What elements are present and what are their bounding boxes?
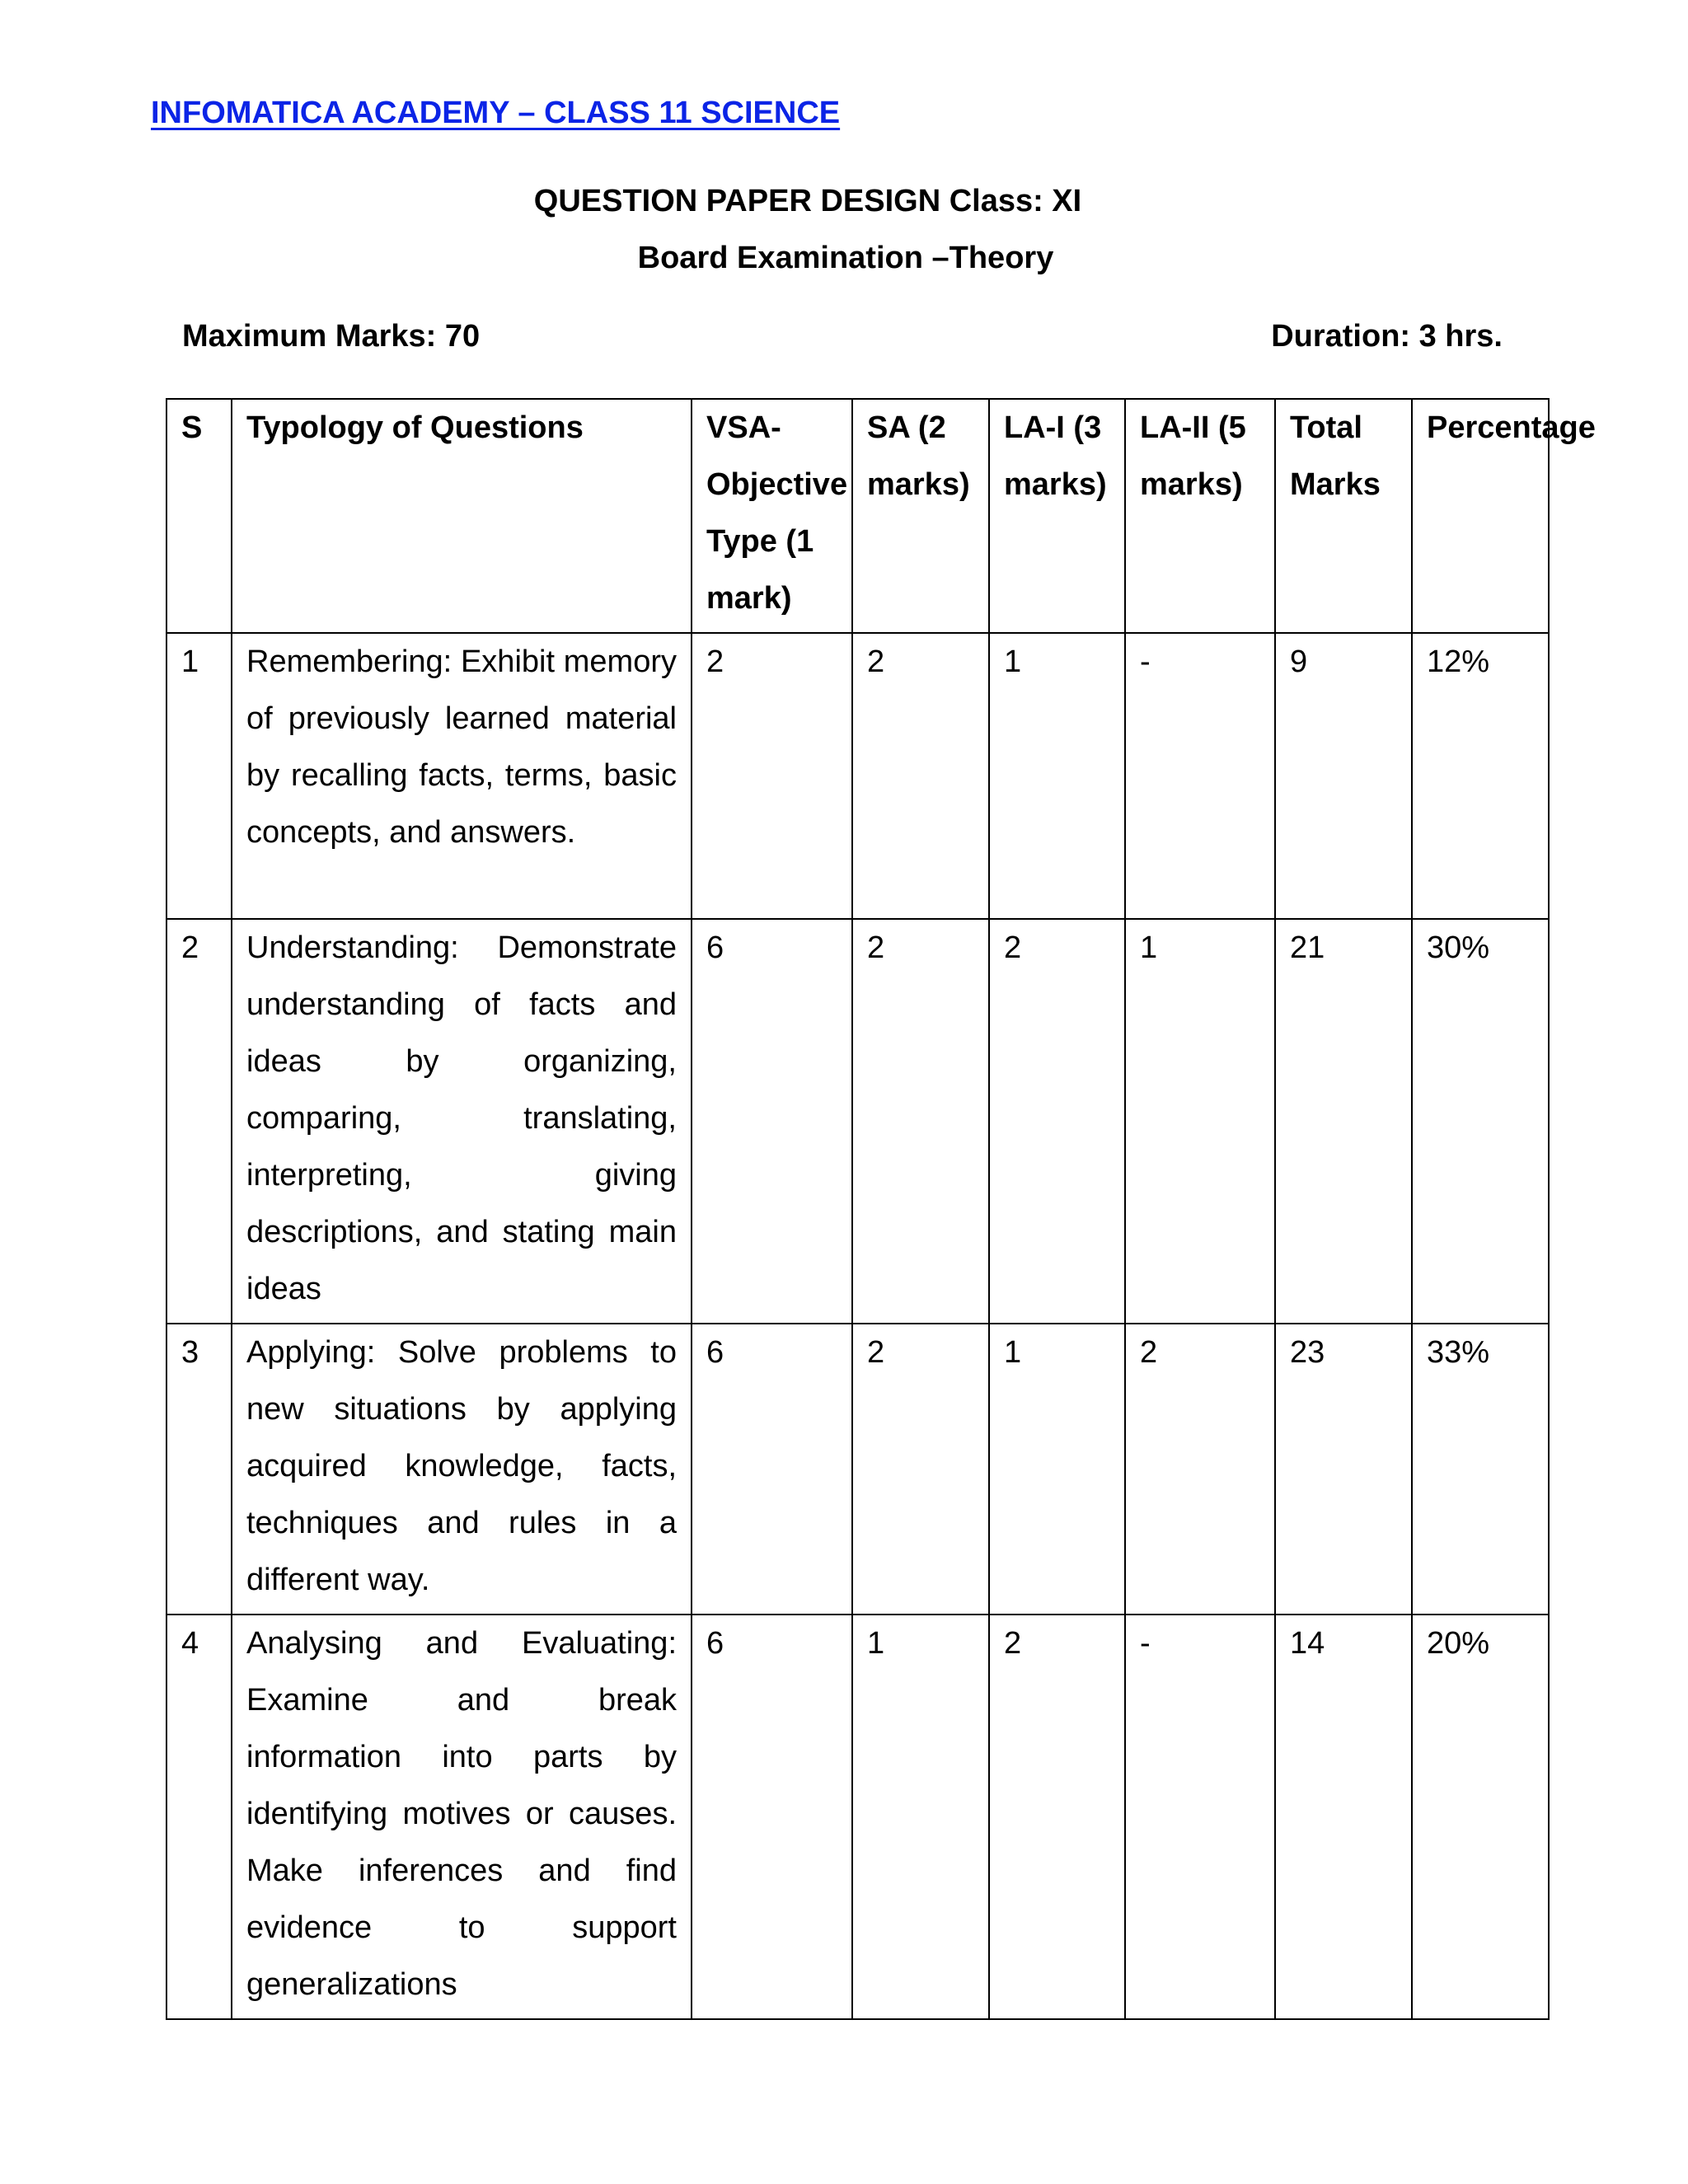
header-la1: LA-I (3 marks)	[989, 399, 1125, 633]
page-title: QUESTION PAPER DESIGN Class: XI	[533, 184, 1082, 218]
row-typology: Applying: Solve problems to new situations by applying acquired knowledge, facts, techniques and rules in a different way.	[232, 1324, 692, 1615]
header-la2: LA-II (5 marks)	[1125, 399, 1275, 633]
header-percentage: Percentage	[1412, 399, 1549, 633]
row-sa: 2	[852, 919, 989, 1324]
row-la2: -	[1125, 633, 1275, 919]
row-sa: 1	[852, 1615, 989, 2019]
maximum-marks: Maximum Marks: 70	[182, 319, 481, 354]
row-serial-number: 4	[166, 1615, 232, 2019]
header-typology: Typology of Questions	[232, 399, 692, 633]
row-percentage: 30%	[1412, 919, 1549, 1324]
page-subtitle: Board Examination –Theory	[637, 241, 1054, 275]
table-row	[166, 1615, 1549, 2019]
question-paper-design-table	[166, 398, 1596, 2020]
row-la1: 1	[989, 633, 1125, 919]
table-row	[166, 633, 1549, 919]
row-vsa: 6	[692, 1615, 852, 2019]
header-vsa: VSA-Objective Type (1 mark)	[692, 399, 852, 633]
row-la2: -	[1125, 1615, 1275, 2019]
row-serial-number: 3	[166, 1324, 232, 1615]
header-sa: SA (2 marks)	[852, 399, 989, 633]
row-total-marks: 9	[1275, 633, 1412, 919]
table-row	[166, 919, 1549, 1324]
row-typology: Understanding: Demonstrate understanding of facts and ideas by organizing, comparing, translating, interpreting, giving descriptions, and stating main ideas	[232, 919, 692, 1324]
row-percentage: 20%	[1412, 1615, 1549, 2019]
row-la1: 2	[989, 919, 1125, 1324]
row-typology: Analysing and Evaluating: Examine and break information into parts by identifying motives or causes. Make inferences and find evidence to support generalizations	[232, 1615, 692, 2019]
row-total-marks: 21	[1275, 919, 1412, 1324]
row-typology: Remembering: Exhibit memory of previously learned material by recalling facts, terms, basic concepts, and answers.	[232, 633, 692, 919]
row-la1: 2	[989, 1615, 1125, 2019]
row-vsa: 6	[692, 919, 852, 1324]
row-la2: 2	[1125, 1324, 1275, 1615]
row-la2: 1	[1125, 919, 1275, 1324]
row-total-marks: 23	[1275, 1324, 1412, 1615]
row-la1: 1	[989, 1324, 1125, 1615]
row-percentage: 33%	[1412, 1324, 1549, 1615]
header-serial-number: S	[166, 399, 232, 633]
row-vsa: 6	[692, 1324, 852, 1615]
row-sa: 2	[852, 1324, 989, 1615]
table-header-row	[166, 399, 1549, 633]
table-row	[166, 1324, 1549, 1615]
row-sa: 2	[852, 633, 989, 919]
row-serial-number: 2	[166, 919, 232, 1324]
row-percentage: 12%	[1412, 633, 1549, 919]
header-total-marks: Total Marks	[1275, 399, 1412, 633]
duration: Duration: 3 hrs.	[1271, 319, 1503, 354]
row-vsa: 2	[692, 633, 852, 919]
academy-header-link[interactable]: INFOMATICA ACADEMY – CLASS 11 SCIENCE	[151, 96, 841, 130]
row-serial-number: 1	[166, 633, 232, 919]
row-total-marks: 14	[1275, 1615, 1412, 2019]
